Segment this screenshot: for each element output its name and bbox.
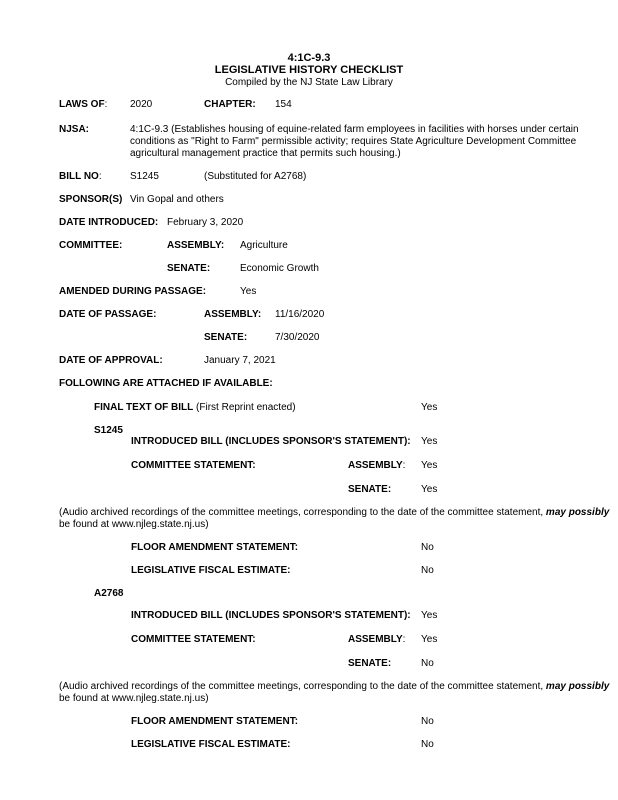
s1245-committee-label: COMMITTEE STATEMENT: (131, 460, 256, 471)
chapter-label: CHAPTER: (204, 99, 256, 110)
njsa-label: NJSA: (59, 124, 90, 135)
a2768-fiscal-value: No (421, 739, 434, 750)
date-of-passage-label: DATE OF PASSAGE: (59, 309, 157, 320)
njsa-line-1: 4:1C-9.3 (Establishes housing of equine-related farm employees in facilities with horses under certain (130, 124, 579, 135)
njsa-line-2: conditions as "Right to Farm" permissible activity; requires State Agriculture Development Committee (130, 136, 577, 147)
committee-senate-label: SENATE: (167, 263, 211, 274)
committee-label: COMMITTEE: (59, 240, 123, 251)
committee-assembly-label: ASSEMBLY: (167, 240, 225, 251)
passage-assembly-value: 11/16/2020 (275, 309, 325, 320)
date-introduced-value: February 3, 2020 (167, 217, 244, 228)
committee-senate-value: Economic Growth (240, 263, 319, 274)
laws-of-label: LAWS OF: (59, 99, 108, 110)
sponsors-label: SPONSOR(S) (59, 194, 123, 205)
a2768-introduced-label: INTRODUCED BILL (INCLUDES SPONSOR'S STATEMENT): (131, 610, 411, 621)
s1245-audio-note-line-2: be found at www.njleg.state.nj.us) (59, 519, 209, 530)
chapter-value: 154 (275, 99, 292, 110)
a2768-assembly-value: Yes (421, 634, 438, 645)
a2768-floor-value: No (421, 716, 434, 727)
passage-senate-label: SENATE: (204, 332, 248, 343)
sponsors-value: Vin Gopal and others (130, 194, 224, 205)
date-introduced-label: DATE INTRODUCED: (59, 217, 159, 228)
final-text-value: Yes (421, 402, 438, 413)
final-text-label: FINAL TEXT OF BILL (First Reprint enacted) (94, 402, 296, 413)
s1245-senate-value: Yes (421, 484, 438, 495)
s1245-fiscal-label: LEGISLATIVE FISCAL ESTIMATE: (131, 565, 291, 576)
s1245-floor-value: No (421, 542, 434, 553)
bill-no-label: BILL NO: (59, 171, 102, 182)
page-title: LEGISLATIVE HISTORY CHECKLIST (214, 64, 404, 76)
a2768-senate-label: SENATE: (348, 658, 392, 669)
amended-value: Yes (240, 286, 257, 297)
passage-senate-value: 7/30/2020 (275, 332, 320, 343)
a2768-committee-label: COMMITTEE STATEMENT: (131, 634, 256, 645)
a2768-audio-note-line-1: (Audio archived recordings of the committee meetings, corresponding to the date of the committee statement, may possibly (59, 681, 610, 692)
committee-assembly-value: Agriculture (240, 240, 288, 251)
s1245-fiscal-value: No (421, 565, 434, 576)
document-code: 4:1C-9.3 (287, 52, 331, 64)
a2768-floor-label: FLOOR AMENDMENT STATEMENT: (131, 716, 299, 727)
s1245-senate-label: SENATE: (348, 484, 392, 495)
s1245-introduced-value: Yes (421, 436, 438, 447)
bill-no-note: (Substituted for A2768) (204, 171, 307, 182)
laws-of-value: 2020 (130, 99, 153, 110)
s1245-assembly-value: Yes (421, 460, 438, 471)
a2768-assembly-label: ASSEMBLY: (348, 634, 406, 645)
s1245-introduced-label: INTRODUCED BILL (INCLUDES SPONSOR'S STATEMENT): (131, 436, 411, 447)
a2768-fiscal-label: LEGISLATIVE FISCAL ESTIMATE: (131, 739, 291, 750)
njsa-line-3: agricultural management practice that permits such housing.) (130, 148, 401, 159)
s1245-floor-label: FLOOR AMENDMENT STATEMENT: (131, 542, 299, 553)
a2768-introduced-value: Yes (421, 610, 438, 621)
s1245-audio-note-line-1: (Audio archived recordings of the committee meetings, corresponding to the date of the committee statement, may possibly (59, 507, 610, 518)
bill-no-value: S1245 (130, 171, 159, 182)
a2768-audio-note-line-2: be found at www.njleg.state.nj.us) (59, 693, 209, 704)
s1245-assembly-label: ASSEMBLY: (348, 460, 406, 471)
compiled-by: Compiled by the NJ State Law Library (225, 77, 393, 88)
following-heading: FOLLOWING ARE ATTACHED IF AVAILABLE: (59, 378, 273, 389)
s1245-heading: S1245 (94, 425, 123, 436)
a2768-senate-value: No (421, 658, 434, 669)
amended-label: AMENDED DURING PASSAGE: (59, 286, 207, 297)
passage-assembly-label: ASSEMBLY: (204, 309, 262, 320)
a2768-heading: A2768 (94, 588, 124, 599)
date-of-approval-value: January 7, 2021 (204, 355, 276, 366)
date-of-approval-label: DATE OF APPROVAL: (59, 355, 163, 366)
